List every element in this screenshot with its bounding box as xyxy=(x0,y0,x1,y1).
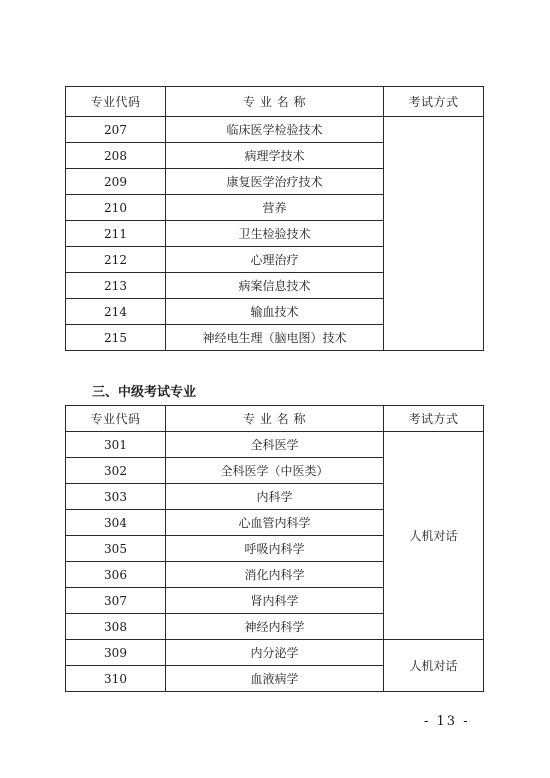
section-heading: 三、中级考试专业 xyxy=(92,385,197,400)
cell-name: 输血技术 xyxy=(166,299,384,325)
cell-name: 临床医学检验技术 xyxy=(166,117,384,143)
cell-name: 全科医学 xyxy=(166,432,384,458)
specialty-table-intermediate xyxy=(65,405,484,692)
cell-code: 207 xyxy=(66,117,166,143)
cell-method xyxy=(384,117,484,351)
cell-code: 309 xyxy=(66,640,166,666)
cell-name: 心理治疗 xyxy=(166,247,384,273)
table-row xyxy=(66,117,484,143)
cell-code: 305 xyxy=(66,536,166,562)
cell-name: 康复医学治疗技术 xyxy=(166,169,384,195)
cell-code: 302 xyxy=(66,458,166,484)
cell-code: 213 xyxy=(66,273,166,299)
cell-method: 人机对话 xyxy=(384,432,484,640)
cell-name: 卫生检验技术 xyxy=(166,221,384,247)
cell-code: 301 xyxy=(66,432,166,458)
cell-name: 病案信息技术 xyxy=(166,273,384,299)
header-code: 专业代码 xyxy=(66,406,166,432)
cell-name: 营养 xyxy=(166,195,384,221)
cell-name: 神经内科学 xyxy=(166,614,384,640)
header-code: 专业代码 xyxy=(66,87,166,117)
cell-code: 308 xyxy=(66,614,166,640)
header-method: 考试方式 xyxy=(384,87,484,117)
cell-code: 306 xyxy=(66,562,166,588)
table-row xyxy=(66,640,484,666)
table-row xyxy=(66,432,484,458)
cell-code: 215 xyxy=(66,325,166,351)
specialty-table-primary xyxy=(65,86,484,351)
cell-code: 210 xyxy=(66,195,166,221)
page-number: - 13 - xyxy=(424,714,470,729)
cell-code: 304 xyxy=(66,510,166,536)
cell-name: 血液病学 xyxy=(166,666,384,692)
cell-code: 214 xyxy=(66,299,166,325)
cell-code: 212 xyxy=(66,247,166,273)
cell-name: 神经电生理（脑电图）技术 xyxy=(166,325,384,351)
cell-code: 209 xyxy=(66,169,166,195)
table-header-row xyxy=(66,406,484,432)
table-header-row xyxy=(66,87,484,117)
cell-code: 307 xyxy=(66,588,166,614)
header-name: 专 业 名 称 xyxy=(166,406,384,432)
cell-code: 211 xyxy=(66,221,166,247)
cell-name: 全科医学（中医类） xyxy=(166,458,384,484)
cell-name: 肾内科学 xyxy=(166,588,384,614)
cell-code: 303 xyxy=(66,484,166,510)
cell-name: 内科学 xyxy=(166,484,384,510)
cell-code: 310 xyxy=(66,666,166,692)
cell-name: 内分泌学 xyxy=(166,640,384,666)
cell-method: 人机对话 xyxy=(384,640,484,692)
cell-name: 消化内科学 xyxy=(166,562,384,588)
cell-name: 病理学技术 xyxy=(166,143,384,169)
header-method: 考试方式 xyxy=(384,406,484,432)
cell-code: 208 xyxy=(66,143,166,169)
cell-name: 呼吸内科学 xyxy=(166,536,384,562)
header-name: 专 业 名 称 xyxy=(166,87,384,117)
cell-name: 心血管内科学 xyxy=(166,510,384,536)
